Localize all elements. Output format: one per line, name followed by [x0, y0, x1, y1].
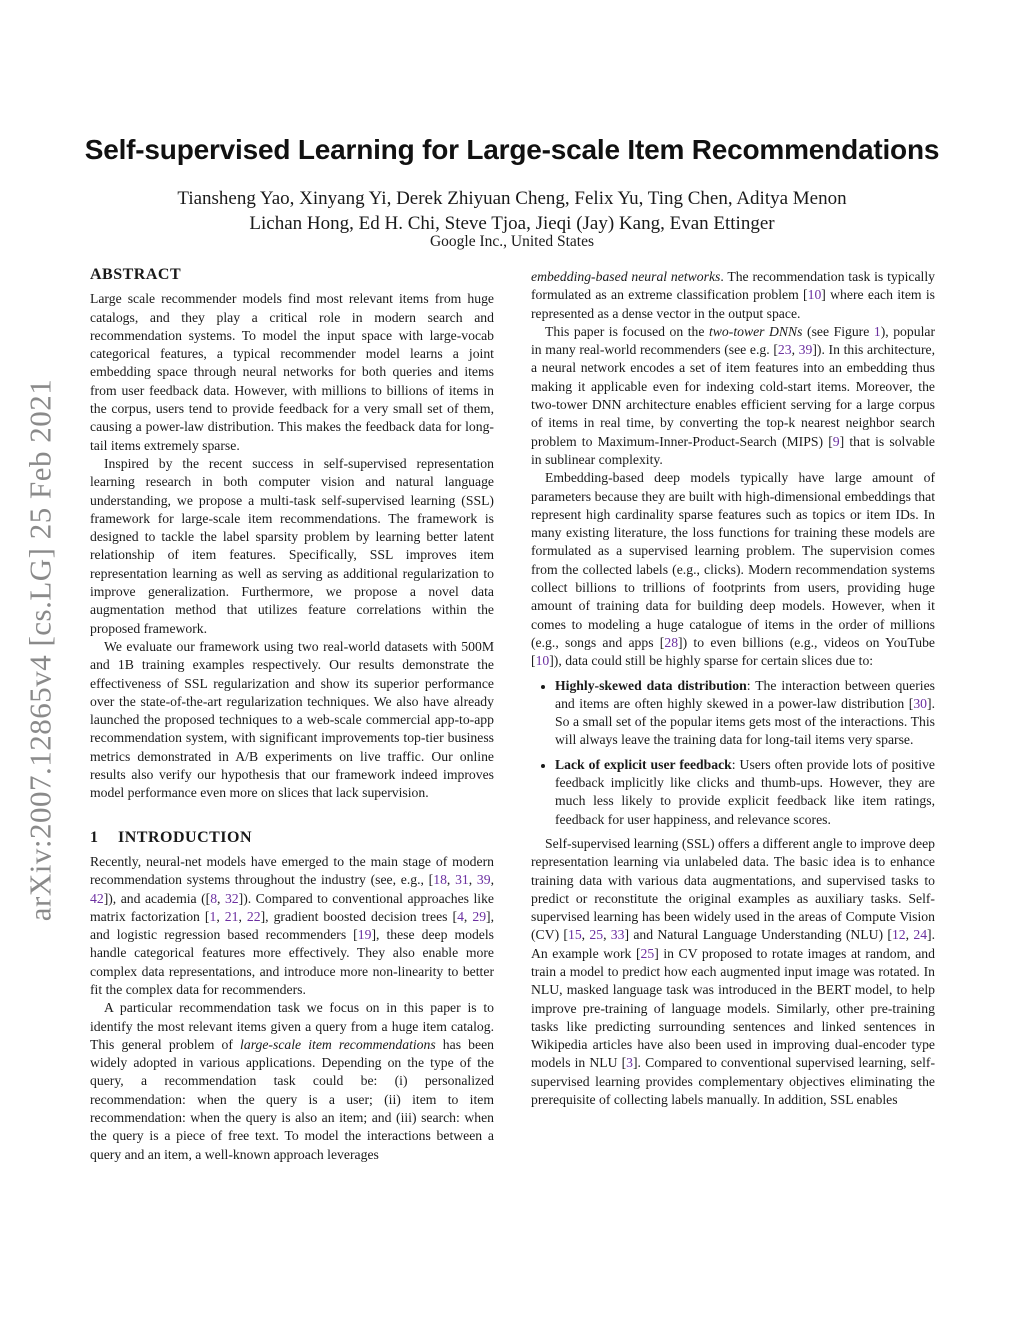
body-paragraph: Self-supervised learning (SSL) offers a different angle to improve deep representation learning via unlabeled data. The basic idea is to enhance training data with various data augmentations, and supervised tasks to predict or reconstitute the original examples as auxiliary tasks. Self-supervised learning has been widely used in the areas of Compute Vision (CV) [15, 25, 33] and Natural Language Understanding (NLU) [12, 24]. An example work [25] in CV proposed to rotate images at random, and train a model to predict how each augmented input image was rotated. In NLU, masked language task was introduced in the BERT model, to help improve pre-training of language models. Similarly, other pre-training tasks like predicting surrounding sentences and linked sentences in Wikipedia articles have also been used in improving dual-encoder type models in NLU [3]. Compared to conventional supervised learning, self-supervised learning provides complementary objectives eliminating the prerequisite of collecting labels manually. In addition, SSL enables	[531, 835, 936, 1108]
list-item: • Lack of explicit user feedback: Users often provide lots of positive feedback implicitly like clicks and thumb-ups. However, they are much less likely to provide explicit feedback like item ratings, feedback for user happiness, and relevance scores.	[555, 756, 935, 829]
paper-title: Self-supervised Learning for Large-scale Item Recommendations	[84, 134, 940, 165]
body-paragraph: Embedding-based deep models typically have large amount of parameters because they are built with high-dimensional embeddings that represent high cardinality sparse features such as topics or item IDs. In many existing literature, the loss functions for training these models are formulated as a supervised learning problem. The supervision comes from the collected labels (e.g., clicks). Modern recommendation systems collect billions to trillions of footprints from users, providing huge amount of training data for building deep models. However, when it comes to modeling a huge catalogue of items in the order of millions (e.g., songs and apps [28]) to even billions (e.g., videos on YouTube [10]), data could still be highly sparse for certain slices due to:	[531, 470, 935, 669]
citation-link[interactable]: 22	[246, 908, 261, 924]
citation-link[interactable]: 18	[433, 872, 447, 888]
author-list	[80, 186, 944, 236]
abstract-paragraph: We evaluate our framework using two real-world datasets with 500M and 1B training examples respectively. Our results demonstrate the effectiveness of SSL regularization and show its superior performance over the state-of-the-art regularization techniques. We also have already launched the proposed techniques to a web-scale commercial app-to-app recommendation system, with significant improvements top-tier business metrics demonstrated in A/B experiments on live traffic. Our online results also verify our hypothesis that our framework indeed improves model performance even more on slices that lack supervision.	[90, 638, 494, 801]
citation-link[interactable]: 3	[626, 1055, 633, 1071]
citation-link[interactable]: 28	[664, 634, 679, 650]
citation-link[interactable]: 8	[210, 890, 218, 906]
citation-link[interactable]: 25	[640, 945, 655, 961]
body-paragraph: embedding-based neural networks. The recommendation task is typically formulated as an extreme classification problem [10] where each item is represented as a dense vector in the output space.	[531, 269, 935, 321]
introduction-heading	[90, 829, 494, 847]
abstract-paragraph: Inspired by the recent success in self-supervised representation learning research in both computer vision and natural language understanding, we propose a multi-task self-supervised learning (SSL) framework for large-scale item recommendations. The framework is designed to tackle the label sparsity problem by learning better latent relationship of item features. Specifically, SSL improves item representation learning as well as serving as additional regularization to improve generalization. Furthermore, we propose a novel data augmentation method that utilizes feature correlations within the proposed framework.	[90, 455, 494, 636]
citation-link[interactable]: 42	[90, 890, 104, 906]
abstract-heading: ABSTRACT	[90, 266, 182, 283]
bullet-list	[531, 677, 935, 829]
citation-link[interactable]: 25	[589, 927, 604, 943]
right-column	[531, 268, 935, 1109]
citation-link[interactable]: 15	[567, 927, 582, 943]
citation-link[interactable]: 24	[913, 927, 928, 943]
citation-link[interactable]: 33	[610, 927, 625, 943]
citation-link[interactable]: 39	[476, 872, 491, 888]
citation-link[interactable]: 31	[455, 872, 469, 888]
arxiv-identifier	[8, 330, 72, 970]
arxiv-identifier-text: arXiv:2007.12865v4 [cs.LG] 25 Feb 2021	[22, 378, 57, 922]
affiliation: Google Inc., United States	[429, 233, 594, 250]
list-item: • Highly-skewed data distribution: The interaction between queries and items are often highly skewed in a power-law distribution [30]. So a small set of the popular items gets most of the interactions. This will always leave the training data for long-tail items very sparse.	[555, 677, 935, 750]
citation-link[interactable]: 30	[913, 695, 928, 711]
figure-link[interactable]: 1	[873, 323, 881, 339]
body-paragraph: Recently, neural-net models have emerged to the main stage of modern recommendation systems throughout the industry (see, e.g., [18, 31, 39, 42]), and academia ([8, 32]). Compared to conventional approaches like matrix factorization [1, 21, 22], gradient boosted decision trees [4, 29], and logistic regression based recommenders [19], these deep models handle categorical features more effectively. They also enable more complex data representations, and introduce more non-linearity to better fit the complex data for recommenders.	[90, 853, 495, 997]
section-number: 1	[90, 828, 99, 846]
body-paragraph: A particular recommendation task we focus on in this paper is to identify the most relevant items given a query from a huge item catalog. This general problem of large-scale item recommendations has been widely adopted in various applications. Depending on the type of the query, a recommendation task could be: (i) personalized recommendation: when the query is a user; (ii) item to item recommendation: when the query is also an item; and (iii) search: when the query is a piece of free text. To model the interactions between a query and an item, a well-known approach leverages	[90, 1000, 494, 1162]
citation-link[interactable]: 10	[807, 287, 822, 303]
authors-line-2: Lichan Hong, Ed H. Chi, Steve Tjoa, Jieqi (Jay) Kang, Evan Ettinger	[249, 213, 775, 234]
citation-link[interactable]: 23	[777, 342, 792, 358]
citation-link[interactable]: 32	[224, 890, 239, 906]
left-column	[90, 266, 494, 1164]
body-paragraph: This paper is focused on the two-tower DNNs (see Figure 1), popular in many real-world recommenders (see e.g. [23, 39]). In this architecture, a neural network encodes a set of item features into an embedding thus making it applicable even for indexing cold-start items. Moreover, the two-tower DNN architecture enables efficient serving for a large corpus of items in real time, by converting the top-k nearest neighbor search problem to Maximum-Inner-Product-Search (MIPS) [9] that is solvable in sublinear complexity.	[531, 323, 936, 467]
citation-link[interactable]: 9	[832, 433, 840, 449]
citation-link[interactable]: 39	[798, 342, 813, 358]
citation-link[interactable]: 4	[457, 908, 464, 924]
citation-link[interactable]: 12	[891, 927, 906, 943]
authors-line-1: Tiansheng Yao, Xinyang Yi, Derek Zhiyuan Cheng, Felix Yu, Ting Chen, Aditya Menon	[177, 188, 847, 209]
citation-link[interactable]: 29	[472, 908, 487, 924]
citation-link[interactable]: 21	[224, 908, 239, 924]
citation-link[interactable]: 1	[209, 908, 217, 924]
citation-link[interactable]: 19	[357, 927, 372, 943]
section-title: INTRODUCTION	[118, 828, 253, 846]
abstract-paragraph: Large scale recommender models find most relevant items from huge catalogs, and they play a critical role in modern search and recommendation systems. To model the input space with large-vocab categorical features, a typical recommender model learns a joint embedding space through neural networks for both queries and items from user feedback data. However, with millions to billions of items in the corpus, users tend to provide feedback for a very small set of them, causing a power-law distribution. This makes the feedback data for long-tail items extremely sparse.	[90, 291, 494, 453]
citation-link[interactable]: 10	[535, 653, 550, 669]
